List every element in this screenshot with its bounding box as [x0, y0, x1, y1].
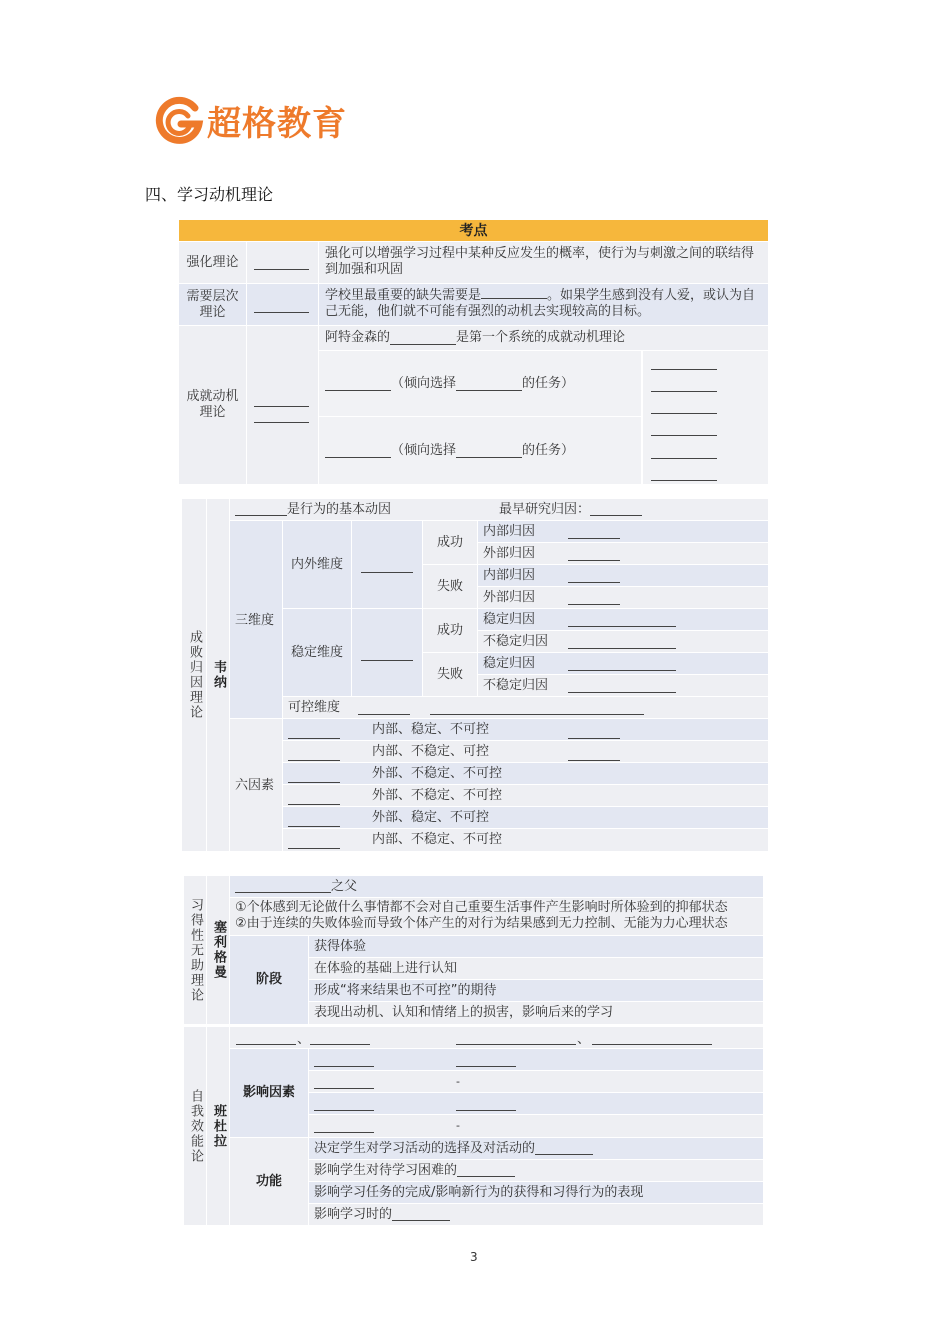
dash: - — [456, 1075, 460, 1088]
factor-row — [283, 807, 768, 828]
success-label: 成功 — [423, 521, 477, 564]
fill-blank — [358, 714, 410, 715]
attribution-title-cell — [182, 499, 206, 851]
fill-blank — [651, 458, 717, 459]
function-label: 功能 — [230, 1138, 308, 1225]
achievement-line1: 阿特金森的 是第一个系统的成就动机理论 — [319, 326, 768, 350]
blank-cell — [247, 284, 318, 325]
influence-label: 影响因素 — [230, 1049, 308, 1137]
fill-blank — [361, 660, 413, 661]
fill-blank — [390, 332, 456, 345]
fill-blank — [325, 445, 391, 458]
fill-blank — [288, 760, 340, 761]
fill-blank — [568, 604, 620, 605]
definition-2: ②由于连续的失败体验而导致个体产生的对行为结果感到无力控制、无能为力心理状态 — [235, 916, 728, 931]
fill-blank — [568, 760, 620, 761]
blank-cell — [247, 326, 318, 484]
factor-row — [283, 741, 768, 762]
logo — [155, 94, 375, 146]
achievement-choice1: （倾向选择 的任务） — [325, 376, 635, 392]
internal-attribution: 内部归因 — [478, 521, 768, 542]
row-name-achievement: 成就动机理论 — [179, 326, 246, 484]
function-item: 影响学生对待学习困难的 — [309, 1160, 763, 1181]
fill-blank — [568, 738, 620, 739]
stability-dimension: 稳定维度 — [283, 609, 351, 696]
inner-outer-dimension: 内外维度 — [283, 521, 351, 608]
stable-attribution: 稳定归因 — [478, 609, 768, 630]
influence-row — [309, 1049, 763, 1070]
fill-blank — [592, 1044, 712, 1045]
fill-blank — [235, 880, 331, 893]
controllability-dimension: 可控维度 — [283, 697, 768, 718]
fill-blank — [235, 503, 287, 516]
achievement-choice2: （倾向选择 的任务） — [325, 443, 635, 459]
function-item: 影响学习任务的完成/影响新行为的获得和习得行为的表现 — [309, 1182, 763, 1203]
attribution-row0: 是行为的基本动因 最早研究归因： — [230, 499, 768, 520]
separator: 、 — [577, 1032, 591, 1047]
success-label: 成功 — [423, 609, 477, 652]
factor-text: 外部、稳定、不可控 — [372, 810, 490, 825]
blank-cell — [352, 521, 422, 608]
factor-text: 内部、不稳定、可控 — [372, 744, 490, 759]
fill-blank — [456, 1110, 516, 1111]
author-weiner: 韦纳 — [211, 660, 226, 690]
logo-g-icon — [155, 94, 205, 144]
factor-text: 外部、不稳定、不可控 — [372, 788, 503, 803]
fill-blank — [254, 422, 309, 423]
stage-item: 在体验的基础上进行认知 — [309, 958, 763, 979]
external-attribution: 外部归因 — [478, 587, 768, 608]
fill-blank — [314, 1088, 374, 1089]
fill-blank — [288, 782, 340, 783]
fill-blank — [314, 1066, 374, 1067]
fill-blank — [568, 538, 620, 539]
fill-blank — [288, 804, 340, 805]
factor-row — [283, 763, 768, 784]
fill-blank — [314, 1132, 374, 1133]
fill-blank — [456, 378, 522, 391]
fill-blank — [568, 670, 676, 671]
fill-blank — [288, 826, 340, 827]
fill-blank — [254, 269, 309, 270]
fill-blank — [430, 714, 644, 715]
fill-blank — [568, 626, 676, 627]
stage-item: 获得体验 — [309, 936, 763, 957]
helplessness-title-cell — [184, 876, 206, 1024]
helplessness-title: 习得性无助理论 — [188, 897, 203, 1003]
function-item: 影响学习时的 — [309, 1204, 763, 1225]
fill-blank — [288, 738, 340, 739]
row-name-needs: 需要层次理论 — [179, 284, 246, 325]
definition-cell — [230, 898, 763, 935]
fill-blank — [456, 1066, 516, 1067]
page-number: 3 — [470, 1250, 478, 1264]
fill-blank — [568, 582, 620, 583]
attribution-title: 成败归因理论 — [187, 630, 202, 720]
factor-text: 内部、稳定、不可控 — [372, 722, 490, 737]
father-row: 之父 — [230, 876, 763, 897]
function-item: 决定学生对学习活动的选择及对活动的 — [309, 1138, 763, 1159]
fill-blank — [236, 1044, 296, 1045]
external-attribution: 外部归因 — [478, 543, 768, 564]
fill-blank — [254, 406, 309, 407]
factor-row — [283, 719, 768, 740]
fill-blank — [310, 1044, 370, 1045]
author-seligman-cell — [207, 876, 229, 1024]
fill-blank — [568, 560, 620, 561]
separator: 、 — [297, 1032, 311, 1047]
row-name-reinforcement: 强化理论 — [179, 242, 246, 283]
influence-row — [309, 1071, 763, 1092]
fill-blank — [457, 1164, 515, 1177]
self-efficacy-title: 自我效能论 — [188, 1088, 203, 1164]
definition-1: ①个体感到无论做什么事情都不会对自己重要生活事件产生影响时所体验到的抑郁状态 — [235, 900, 728, 915]
fill-blank — [392, 1208, 450, 1221]
fill-blank — [651, 435, 717, 436]
stage-item: 表现出动机、认知和情绪上的损害，影响后来的学习 — [309, 1002, 763, 1024]
row-text-reinforcement: 强化可以增强学习过程中某种反应发生的概率，使行为与刺激之间的联结得到加强和巩固 — [319, 242, 768, 283]
fill-blank — [590, 503, 642, 516]
failure-label: 失败 — [423, 653, 477, 696]
fill-blank — [288, 848, 340, 849]
factor-row — [283, 829, 768, 851]
author-weiner-cell — [207, 499, 229, 851]
self-efficacy-title-cell — [184, 1027, 206, 1225]
failure-label: 失败 — [423, 565, 477, 608]
stage-item: 形成“将来结果也不可控”的期待 — [309, 980, 763, 1001]
row-text-needs: 学校里最重要的缺失需要是 。如果学生感到没有人爱，或认为自己无能，他们就不可能有强烈的动机去实现较高的目标。 — [319, 284, 768, 325]
table-header: 考点 — [179, 220, 768, 241]
fill-blank — [535, 1142, 593, 1155]
stage-label: 阶段 — [230, 936, 308, 1024]
section-title: 四、学习动机理论 — [145, 185, 274, 204]
dash: - — [456, 1119, 460, 1132]
fill-blank — [481, 298, 547, 299]
author-bandura: 班杜拉 — [211, 1103, 226, 1149]
stable-attribution: 稳定归因 — [478, 653, 768, 674]
factor-text: 内部、不稳定、不可控 — [372, 832, 503, 847]
internal-attribution: 内部归因 — [478, 565, 768, 586]
influence-row — [309, 1115, 763, 1137]
fill-blank — [568, 692, 676, 693]
fill-blank — [651, 391, 717, 392]
blank-cell — [352, 609, 422, 696]
author-seligman: 塞利格曼 — [211, 920, 226, 980]
factor-text: 外部、不稳定、不可控 — [372, 766, 503, 781]
fill-blank — [651, 413, 717, 414]
unstable-attribution: 不稳定归因 — [478, 631, 768, 652]
fill-blank — [568, 648, 676, 649]
fill-blank — [314, 1110, 374, 1111]
author-bandura-cell — [207, 1027, 229, 1225]
unstable-attribution: 不稳定归因 — [478, 675, 768, 696]
six-factors-label: 六因素 — [230, 719, 282, 851]
three-dimensions-label: 三维度 — [230, 521, 282, 718]
fill-blank — [254, 312, 309, 313]
logo-text: 超格教育 — [207, 104, 347, 144]
blank-cell — [247, 242, 318, 283]
influence-row — [309, 1093, 763, 1114]
fill-blank — [651, 369, 717, 370]
fill-blank — [456, 1044, 576, 1045]
fill-blank — [456, 445, 522, 458]
factor-row — [283, 785, 768, 806]
fill-blank — [651, 480, 717, 481]
achievement-right-cell — [643, 351, 768, 484]
fill-blank — [361, 572, 413, 573]
fill-blank — [325, 378, 391, 391]
